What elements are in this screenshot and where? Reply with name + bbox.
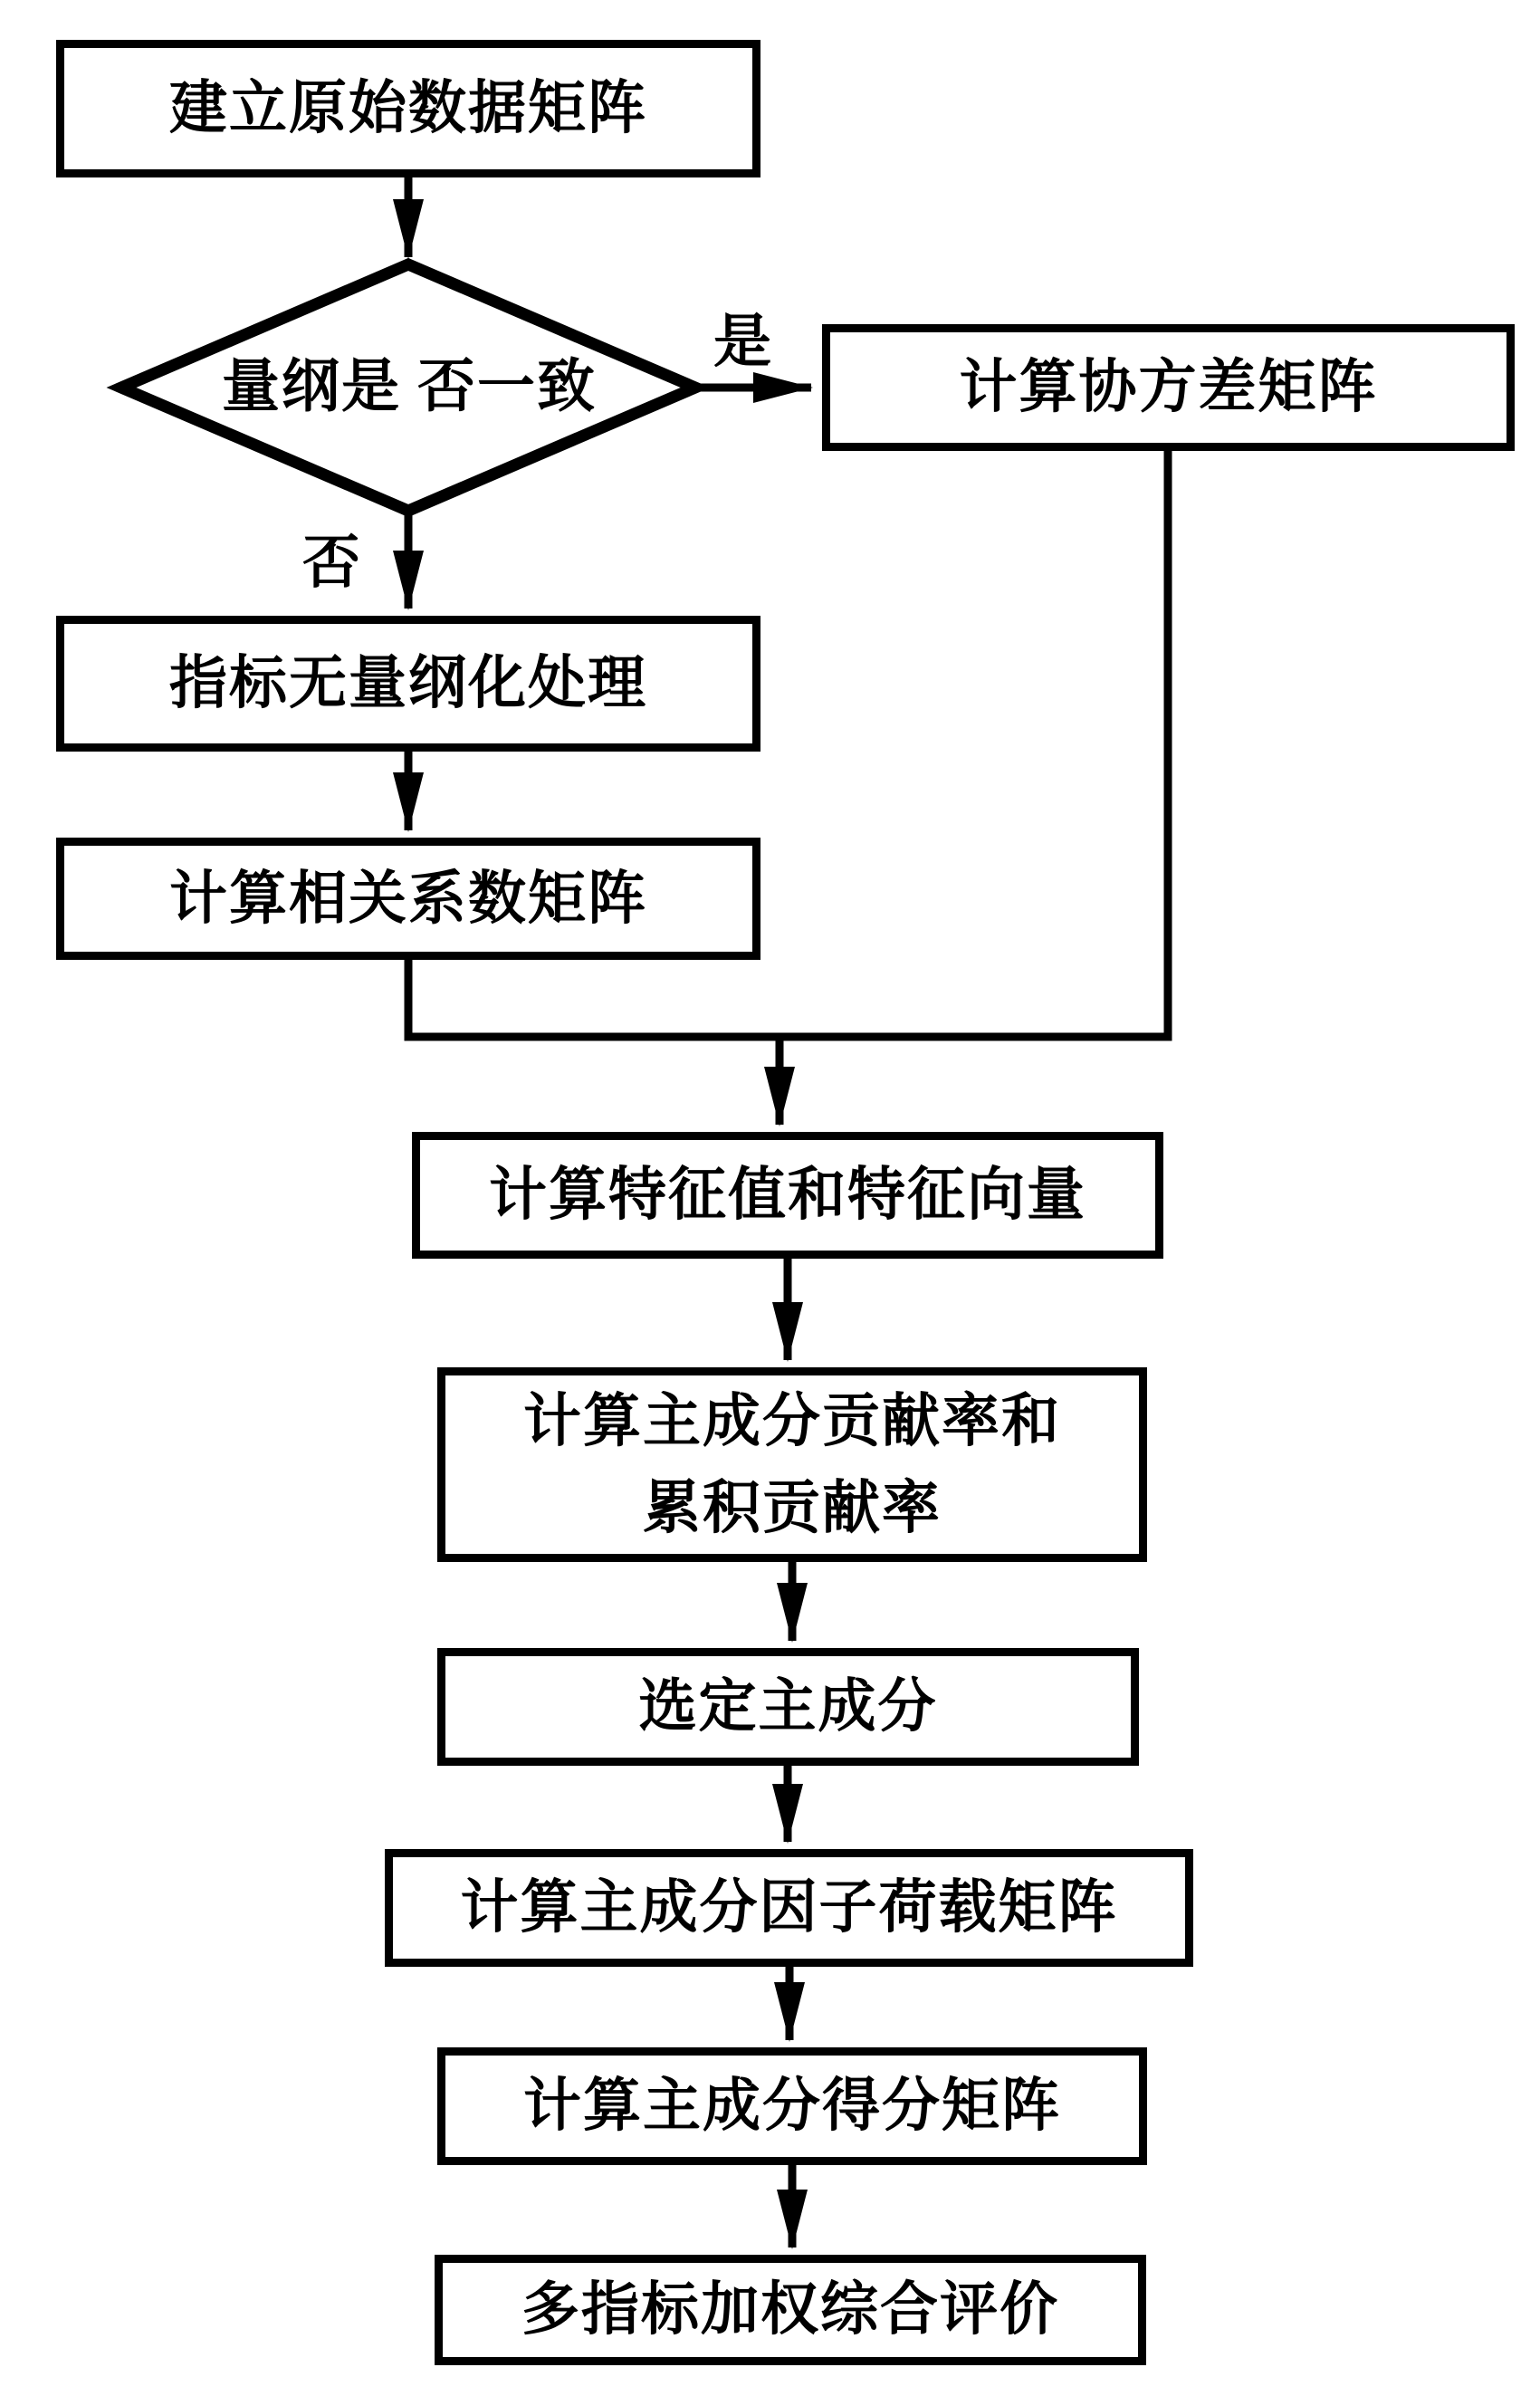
eigen-box [412,1132,1163,1259]
loading-box-label: 计算主成分因子荷载矩阵 [460,1875,1118,1940]
start-box-label: 建立原始数据矩阵 [169,76,647,140]
normalize-box [56,616,760,752]
contribution-box-label-line2: 累积贡献率 [643,1475,942,1540]
evaluation-box-label: 多指标加权综合评价 [521,2277,1059,2342]
decision-label-line2: 否一致 [417,354,597,419]
no-label: 否 [302,531,360,595]
normalize-box-label: 指标无量纲化处理 [169,651,647,715]
decision-label-line1: 量纲是 [222,354,401,419]
covariance-box [822,324,1515,451]
decision-diamond [222,346,597,430]
score-box [437,2047,1147,2165]
loading-box [385,1849,1193,1967]
yes-label: 是 [713,310,771,374]
evaluation-box [435,2255,1146,2365]
contribution-box-label-line1: 计算主成分贡献率和 [523,1388,1061,1453]
start-box [56,40,760,177]
correlation-box [56,838,760,960]
select-box [437,1648,1139,1766]
eigen-box-label: 计算特征值和特征向量 [489,1163,1086,1227]
score-box-label: 计算主成分得分矩阵 [523,2074,1061,2138]
select-box-label: 选定主成分 [638,1674,938,1739]
contribution-box [437,1367,1147,1562]
correlation-box-label: 计算相关系数矩阵 [169,866,647,931]
covariance-box-label: 计算协方差矩阵 [959,355,1378,419]
